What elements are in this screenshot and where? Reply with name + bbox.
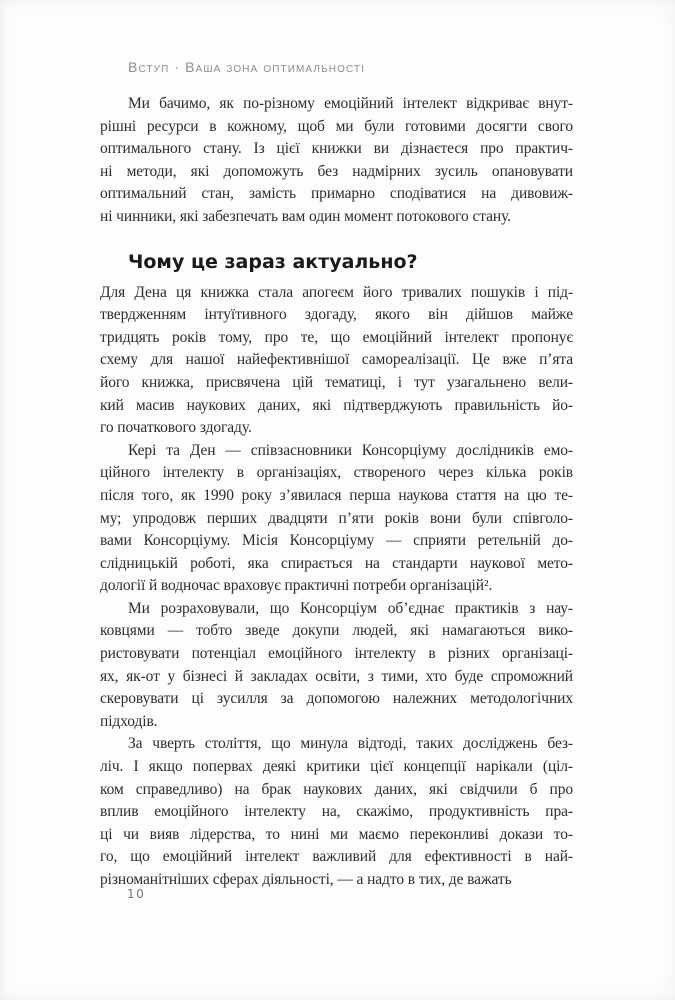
text-line: За чверть століття, що минула відтоді, таких досліджень без- xyxy=(128,735,573,753)
text-line: го, що емоційний інтелект важливий для ефективності в най- xyxy=(100,848,573,866)
text-line: різноманітніших сферах діяльності, — а надто в тих, де важать xyxy=(100,871,512,888)
section-heading: Чому це зараз актуально? xyxy=(128,250,418,273)
text-line: ці чи вияв лідерства, то нині ми маємо переконливі докази то- xyxy=(100,825,573,843)
text-line: Ми розраховували, що Консорціум об’єднає практиків з нау- xyxy=(128,599,573,617)
text-line: схему для нашої найефективнішої самореалізації. Це вже п’ята xyxy=(100,351,573,369)
text-line: му; упродовж перших двадцяти п’яти років вони були співголо- xyxy=(100,509,573,527)
text-line: Для Дена ця книжка стала апогеєм його тривалих пошуків і під- xyxy=(100,283,573,301)
text-line: підходів. xyxy=(100,712,158,730)
text-line: після того, як 1990 року з’явилася перша наукова стаття на цю те- xyxy=(100,486,573,504)
text-line: Кері та Ден — співзасновники Консорціуму дослідників емо- xyxy=(128,441,573,459)
paragraph xyxy=(100,733,573,891)
page-number: 10 xyxy=(127,887,146,901)
text-line: ком справедливо) на брак наукових даних, які свідчили б про xyxy=(100,780,573,798)
text-line: дології й водночас враховує практичні потреби організацій². xyxy=(100,577,493,595)
text-line: скеровувати ці зусилля за допомогою належних методологічних xyxy=(100,690,573,708)
paragraph xyxy=(100,93,573,229)
text-line: кий масив наукових даних, які підтверджують правильність йо- xyxy=(100,396,573,414)
text-line: оптимальний стан, замість примарно сподіватися на дивовиж- xyxy=(100,185,573,203)
text-line: вами Консорціуму. Місія Консорціуму — сприяти ретельній до- xyxy=(100,532,573,550)
text-line: ційного інтелекту в організаціях, створеного через кілька років xyxy=(100,464,573,482)
running-head: Вступ · Ваша зона оптимальності xyxy=(128,59,366,75)
paragraph xyxy=(100,282,573,440)
text-line: його книжка, присвячена цій тематиці, і тут узагальнено вели- xyxy=(100,373,573,391)
paragraph xyxy=(100,598,573,734)
text-line: ні чинники, які забезпечать вам один момент потокового стану. xyxy=(100,207,511,225)
text-line: Ми бачимо, як по-різному емоційний інтелект відкриває внут- xyxy=(128,95,573,112)
text-line: го початкового здогаду. xyxy=(100,419,252,437)
text-line: твердженням інтуїтивного здогаду, якого він дійшов майже xyxy=(100,306,573,324)
text-line: ковцями — тобто зведе докупи людей, які намагаються вико- xyxy=(100,622,573,640)
paragraph xyxy=(100,440,573,598)
text-line: вплив емоційного інтелекту на, скажімо, продуктивність пра- xyxy=(100,803,573,821)
text-line: ристовувати потенціал емоційного інтелекту в різних організаці- xyxy=(100,645,573,663)
text-line: оптимального стану. Із цієї книжки ви дізнаєтеся про практич- xyxy=(100,140,573,158)
text-line: слідницькій роботі, яка спирається на стандарти наукової мето- xyxy=(100,554,573,572)
text-line: тридцять років тому, про те, що емоційний інтелект пропонує xyxy=(100,328,573,346)
page-body-text xyxy=(100,93,573,892)
text-line: ні методи, які допоможуть без надмірних зусиль опановувати xyxy=(100,162,573,180)
text-line: ях, як-от у бізнесі й закладах освіти, з тими, хто буде спроможний xyxy=(100,667,573,685)
text-line: рішні ресурси в кожному, щоб ми були готовими досягти свого xyxy=(100,117,573,135)
text-line: ліч. І якщо попервах деякі критики цієї концепції нарікали (ціл- xyxy=(100,758,573,776)
